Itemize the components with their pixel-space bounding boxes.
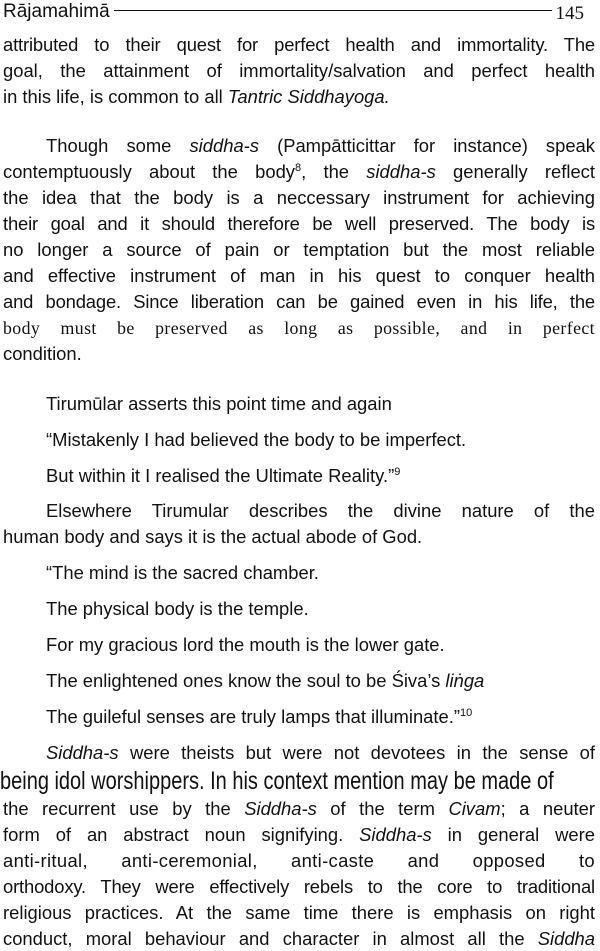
page-number: 145 (555, 3, 584, 24)
quote-line: For my gracious lord the mouth is the lower gate. (46, 634, 445, 655)
quote-line: The enlightened ones know the soul to be Śiva’s liṅga (46, 670, 485, 691)
text-line: body must be preserved as long as possible, and in perfect (3, 318, 595, 338)
text-line: Tirumūlar asserts this point time and again (46, 393, 392, 414)
text-line: religious practices. At the same time there is emphasis on right (3, 902, 595, 923)
footnote-ref: 10 (459, 707, 473, 719)
text-line: and effective instrument of man in his quest to conquer health (3, 265, 595, 286)
footnote-ref: 8 (295, 162, 302, 174)
text-line: orthodoxy. They were effectively rebels to the core to traditional (3, 876, 595, 897)
quote-line: “Mistakenly I had believed the body to be imperfect. (46, 429, 467, 450)
page-header (0, 0, 600, 30)
text-line: condition. (3, 343, 82, 364)
quote-line: “The mind is the sacred chamber. (46, 562, 319, 583)
text-line: the recurrent use by the Siddha-s of the term Civam; a neuter (3, 798, 596, 819)
text-line: form of an abstract noun signifying. Siddha-s in general were (3, 824, 596, 845)
text-line: Siddha-s were theists but were not devotees in the sense of (46, 742, 595, 763)
text-line: no longer a source of pain or temptation but the most reliable (3, 239, 595, 260)
quote-line: The physical body is the temple. (46, 598, 309, 619)
text-line: attributed to their quest for perfect health and immortality. The (3, 34, 595, 55)
text-line: and bondage. Since liberation can be gained even in his life, the (3, 291, 595, 312)
text-line: being idol worshippers. In his context mention may be made of (0, 767, 554, 795)
header-rule (114, 10, 552, 11)
text-line: goal, the attainment of immortality/salvation and perfect health (3, 60, 595, 81)
text-line: contemptuously about the body$^8$, the siddha-s generally reflect (3, 161, 595, 182)
quote-line: The guileful senses are truly lamps that illuminate.”$^{10}$ (46, 706, 473, 727)
text-line: in this life, is common to all Tantric Siddhayoga. (3, 86, 390, 107)
quote-line: But within it I realised the Ultimate Reality.”$^9$ (46, 465, 401, 486)
text-line: anti-ritual, anti-ceremonial, anti-caste and opposed to (3, 850, 595, 871)
footnote-ref: 9 (394, 466, 401, 478)
text-line: human body and says it is the actual abode of God. (3, 526, 423, 547)
running-head: Rājamahimā (3, 1, 110, 22)
text-line: the idea that the body is a neccessary instrument for achieving (3, 187, 595, 208)
text-line: conduct, moral behaviour and character in almost all the Siddha (3, 928, 595, 949)
text-line: Elsewhere Tirumular describes the divine nature of the (46, 500, 595, 521)
text-line: their goal and it should therefore be well preserved. The body is (3, 213, 595, 234)
text-line: Though some siddha-s (Pampātticittar for instance) speak (46, 135, 595, 156)
